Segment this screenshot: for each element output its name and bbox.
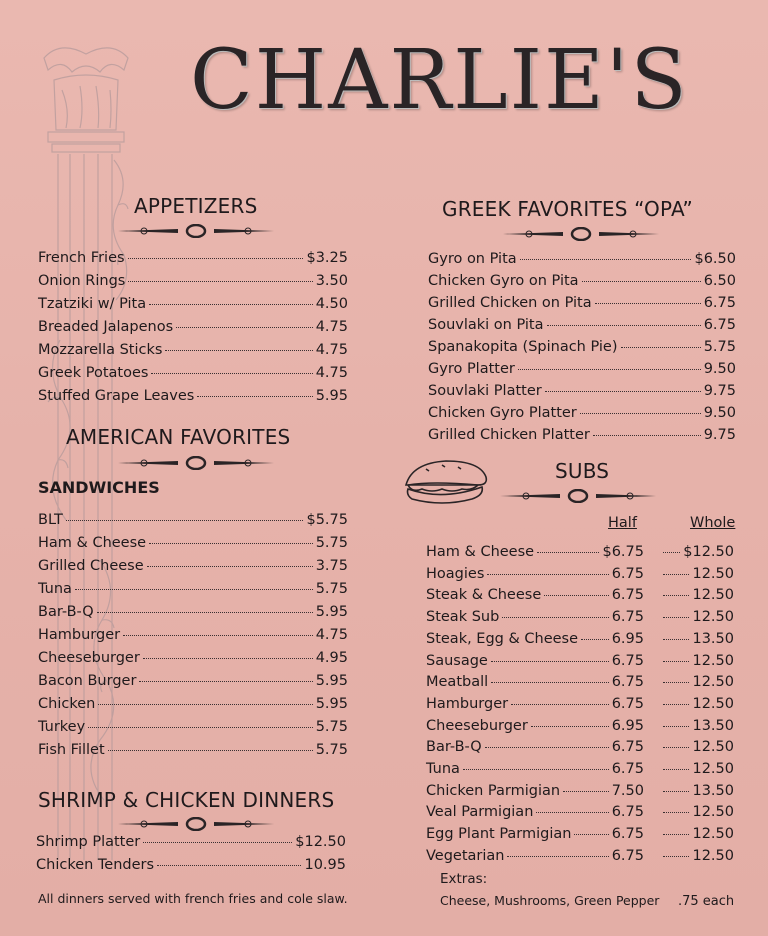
item-price: 4.75 [315,319,348,335]
leader-dots [663,617,689,618]
item-price: 5.95 [315,673,348,689]
whole-price-cell [660,609,734,625]
menu-item [38,558,348,574]
whole-price: 12.50 [692,695,734,712]
menu-item [38,673,348,689]
whole-price-cell [660,587,734,603]
greek-favorites-heading: GREEK FAVORITES “OPA” [442,197,693,221]
leader-dots [123,635,313,636]
subs-heading: SUBS [555,459,610,483]
ornament-divider [118,817,274,831]
menu-item [38,388,348,404]
leader-dots [502,617,608,618]
leader-dots [487,574,608,575]
sandwiches-subheading: SANDWICHES [38,478,160,497]
item-price: 4.95 [315,650,348,666]
menu-item [38,296,348,312]
american-favorites-heading: AMERICAN FAVORITES [66,425,291,449]
whole-price: 13.50 [692,782,734,799]
item-name: Cheeseburger [38,650,140,666]
whole-price: 12.50 [692,826,734,843]
sub-item [426,674,644,690]
leader-dots [663,639,689,640]
leader-dots [536,812,608,813]
leader-dots [545,391,701,392]
leader-dots [663,704,689,705]
leader-dots [663,726,689,727]
leader-dots [176,327,313,328]
leader-dots [574,834,608,835]
item-name: Bar-B-Q [38,604,94,620]
whole-column-label: Whole [690,515,736,531]
item-name: Hoagies [426,565,485,582]
whole-price-cell [660,696,734,712]
sub-item [426,783,644,799]
item-price: 5.75 [315,581,348,597]
appetizers-heading: APPETIZERS [134,194,258,218]
leader-dots [143,842,292,843]
item-name: Cheeseburger [426,717,528,734]
leader-dots [563,791,609,792]
item-name: Tuna [426,761,460,777]
sub-item [426,631,644,647]
menu-item [428,361,736,377]
item-name: Hamburger [38,627,121,643]
leader-dots [88,727,313,728]
menu-item [428,251,736,267]
whole-price: 13.50 [692,630,734,647]
whole-price-cell [660,566,734,582]
whole-price: 12.50 [692,652,734,669]
item-name: Greek Potatoes [38,365,149,381]
sub-item [426,544,644,560]
item-name: Stuffed Grape Leaves [38,388,195,404]
leader-dots [507,856,608,857]
leader-dots [663,595,689,596]
whole-price: 12.50 [692,761,734,777]
leader-dots [128,258,304,259]
whole-price-cell [660,544,734,560]
whole-price-cell [660,718,734,734]
whole-price-cell [660,826,734,842]
leader-dots [66,520,304,521]
whole-price: $12.50 [683,544,734,560]
leader-dots [149,543,313,544]
ornament-divider [496,489,660,503]
item-name: BLT [38,512,63,528]
half-price: 6.75 [611,761,644,777]
leader-dots [165,350,312,351]
item-price: 5.75 [703,339,736,355]
item-price: 4.50 [315,296,348,312]
half-price: $6.75 [602,544,644,560]
item-price: 5.95 [315,604,348,620]
whole-price-cell [660,761,734,777]
half-price: 6.95 [611,630,644,647]
restaurant-logo: CHARLIE'S [190,33,689,128]
item-name: Souvlaki Platter [428,383,542,399]
menu-item [36,857,346,873]
item-price: 6.50 [703,273,736,289]
whole-price: 12.50 [692,587,734,604]
item-name: Ham & Cheese [38,535,147,551]
leader-dots [511,704,609,705]
sub-item [426,653,644,669]
leader-dots [547,325,701,326]
item-name: Tzatziki w/ Pita [38,296,147,312]
menu-item [38,696,348,712]
item-price: 9.50 [703,405,736,421]
leader-dots [491,682,609,683]
item-name: Shrimp Platter [36,834,141,850]
menu-item [38,719,348,735]
menu-item [428,273,736,289]
item-name: Bar-B-Q [426,739,482,756]
leader-dots [663,856,689,857]
menu-item [428,295,736,311]
leader-dots [663,682,689,683]
item-price: 5.75 [315,535,348,551]
sub-item [426,696,644,712]
leader-dots [537,552,599,553]
item-name: Grilled Chicken on Pita [428,295,592,311]
item-price: $3.25 [306,250,348,266]
leader-dots [544,595,608,596]
half-price: 6.75 [611,609,644,626]
dinners-note: All dinners served with french fries and cole slaw. [38,891,348,906]
menu-item [38,319,348,335]
half-price: 6.75 [611,695,644,712]
item-price: $5.75 [306,512,348,528]
leader-dots [197,396,312,397]
leader-dots [663,834,689,835]
item-name: Bacon Burger [38,673,137,689]
menu-item [38,535,348,551]
half-price: 7.50 [611,782,644,799]
leader-dots [151,373,312,374]
whole-price-cell [660,783,734,799]
half-price: 6.75 [611,826,644,843]
item-name: Tuna [38,581,72,597]
item-price: 9.75 [703,383,736,399]
item-name: Chicken Gyro on Pita [428,273,579,289]
item-name: Chicken [38,696,96,712]
leader-dots [621,347,701,348]
item-name: Gyro Platter [428,361,515,377]
whole-price: 12.50 [692,565,734,582]
item-price: 9.75 [703,427,736,443]
leader-dots [139,681,312,682]
item-name: Egg Plant Parmigian [426,826,572,843]
leader-dots [663,812,689,813]
item-price: 5.75 [315,742,348,758]
leader-dots [663,769,689,770]
whole-price: 12.50 [692,804,734,821]
item-name: Onion Rings [38,273,126,289]
leader-dots [663,747,689,748]
leader-dots [518,369,701,370]
item-price: $12.50 [295,834,346,850]
half-price: 6.75 [611,565,644,582]
item-price: 5.75 [315,719,348,735]
item-name: Vegetarian [426,847,505,864]
item-name: Grilled Chicken Platter [428,427,590,443]
menu-item [38,342,348,358]
leader-dots [531,726,609,727]
item-name: Steak, Egg & Cheese [426,630,579,647]
menu-item [38,581,348,597]
leader-dots [97,612,313,613]
menu-item [428,383,736,399]
leader-dots [157,865,301,866]
leader-dots [98,704,312,705]
half-price: 6.75 [611,674,644,691]
leader-dots [147,566,313,567]
half-price: 6.75 [611,652,644,669]
item-name: Meatball [426,674,489,691]
leader-dots [149,304,313,305]
item-name: Steak & Cheese [426,587,542,604]
half-price: 6.75 [611,847,644,864]
leader-dots [463,769,609,770]
leader-dots [582,281,701,282]
leader-dots [663,791,689,792]
item-price: 4.75 [315,365,348,381]
item-price: 5.95 [315,388,348,404]
leader-dots [593,435,701,436]
whole-price-cell [660,804,734,820]
item-name: Grilled Cheese [38,558,144,574]
item-price: 6.75 [703,317,736,333]
sub-item [426,761,644,777]
item-name: Spanakopita (Spinach Pie) [428,339,618,355]
item-name: French Fries [38,250,125,266]
ornament-divider [118,224,274,238]
whole-price: 12.50 [692,674,734,691]
half-price: 6.75 [611,587,644,604]
item-name: Veal Parmigian [426,804,534,821]
item-name: Chicken Parmigian [426,782,561,799]
whole-price: 12.50 [692,609,734,626]
leader-dots [485,747,609,748]
item-price: 5.95 [315,696,348,712]
leader-dots [595,303,701,304]
menu-item [38,365,348,381]
item-price: 6.75 [703,295,736,311]
item-name: Fish Fillet [38,742,105,758]
leader-dots [581,639,609,640]
whole-price-cell [660,674,734,690]
extras-text: Cheese, Mushrooms, Green Pepper [440,893,660,908]
half-price: 6.75 [611,804,644,821]
item-price: 9.50 [703,361,736,377]
item-price: 3.75 [315,558,348,574]
item-price: 3.50 [315,273,348,289]
whole-price-cell [660,739,734,755]
leader-dots [128,281,312,282]
dinners-heading: SHRIMP & CHICKEN DINNERS [38,788,335,812]
leader-dots [491,661,609,662]
menu-item [38,250,348,266]
item-name: Ham & Cheese [426,544,535,560]
item-name: Steak Sub [426,609,500,626]
half-price: 6.95 [611,717,644,734]
sandwich-icon [402,455,490,507]
sub-item [426,848,644,864]
item-name: Mozzarella Sticks [38,342,163,358]
column-illustration [40,40,132,860]
whole-price: 13.50 [692,717,734,734]
menu-item [38,627,348,643]
item-price: 4.75 [315,342,348,358]
leader-dots [75,589,313,590]
menu-item [38,273,348,289]
item-name: Chicken Tenders [36,857,155,873]
leader-dots [520,259,692,260]
leader-dots [580,413,701,414]
sub-item [426,718,644,734]
whole-price: 12.50 [692,847,734,864]
item-name: Turkey [38,719,86,735]
item-name: Breaded Jalapenos [38,319,174,335]
item-name: Gyro on Pita [428,251,517,267]
leader-dots [143,658,313,659]
menu-item [38,650,348,666]
whole-price-cell [660,653,734,669]
sub-item [426,566,644,582]
sub-item [426,587,644,603]
item-name: Sausage [426,652,488,669]
leader-dots [663,574,689,575]
whole-price-cell [660,631,734,647]
item-price: $6.50 [694,251,736,267]
menu-item [38,604,348,620]
menu-item [428,339,736,355]
menu-item [428,317,736,333]
item-price: 10.95 [304,857,346,873]
leader-dots [663,661,689,662]
menu-item [38,512,348,528]
sub-item [426,609,644,625]
menu-item [36,834,346,850]
whole-price-cell [660,848,734,864]
extras-label: Extras: [440,871,488,887]
sub-item [426,739,644,755]
sub-item [426,826,644,842]
menu-item [428,427,736,443]
extras-price: .75 each [678,894,735,909]
half-price: 6.75 [611,739,644,756]
leader-dots [663,552,680,553]
half-column-label: Half [608,515,637,531]
ornament-divider [118,456,274,470]
menu-item [38,742,348,758]
ornament-divider [500,227,662,241]
whole-price: 12.50 [692,739,734,756]
sub-item [426,804,644,820]
item-name: Hamburger [426,695,509,712]
item-name: Souvlaki on Pita [428,317,544,333]
menu-item [428,405,736,421]
item-name: Chicken Gyro Platter [428,405,577,421]
item-price: 4.75 [315,627,348,643]
leader-dots [108,750,313,751]
